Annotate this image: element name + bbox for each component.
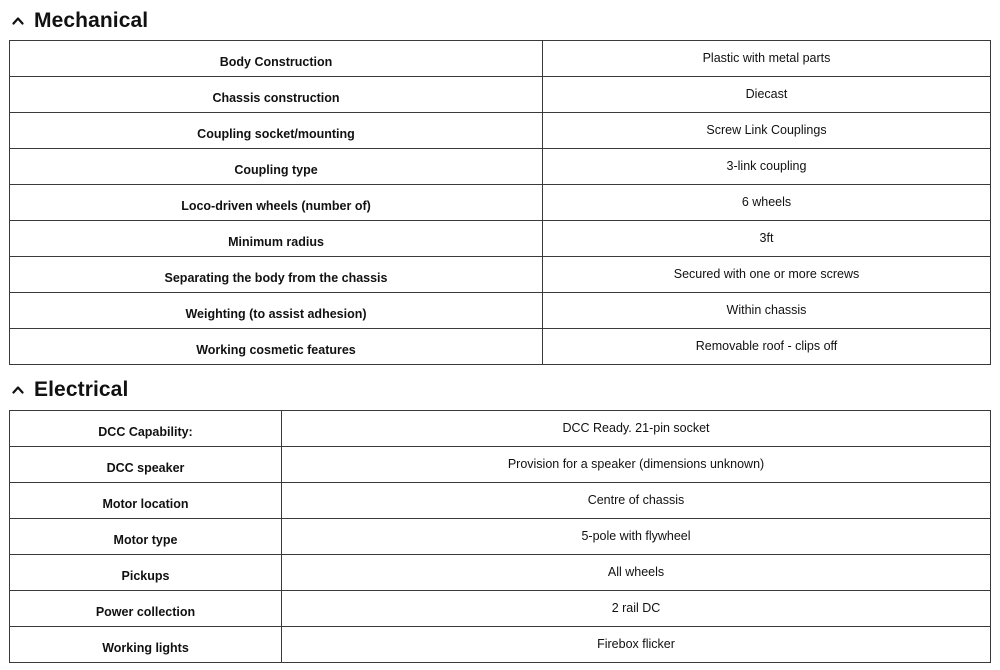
table-row: [10, 627, 991, 663]
spec-label: Motor location: [10, 483, 282, 519]
spec-label: Weighting (to assist adhesion): [10, 293, 543, 329]
spec-label: Loco-driven wheels (number of): [10, 185, 543, 221]
table-row: [10, 293, 991, 329]
table-row: [10, 149, 991, 185]
table-row: [10, 257, 991, 293]
chevron-up-icon: [12, 384, 24, 396]
spec-label: Pickups: [10, 555, 282, 591]
spec-value: Centre of chassis: [282, 483, 991, 519]
electrical-section: [0, 370, 1000, 663]
spec-label: Working cosmetic features: [10, 329, 543, 365]
spec-value: All wheels: [282, 555, 991, 591]
spec-value: 6 wheels: [543, 185, 991, 221]
spec-label: Minimum radius: [10, 221, 543, 257]
spec-value: Within chassis: [543, 293, 991, 329]
spec-value: 5-pole with flywheel: [282, 519, 991, 555]
table-row: [10, 113, 991, 149]
spec-value: Secured with one or more screws: [543, 257, 991, 293]
spec-value: Removable roof - clips off: [543, 329, 991, 365]
table-row: [10, 519, 991, 555]
mechanical-section-toggle[interactable]: [0, 2, 1000, 40]
table-row: [10, 447, 991, 483]
spec-value: 3-link coupling: [543, 149, 991, 185]
table-row: [10, 221, 991, 257]
spec-label: Body Construction: [10, 41, 543, 77]
table-row: [10, 555, 991, 591]
table-row: [10, 411, 991, 447]
table-row: [10, 483, 991, 519]
table-row: [10, 591, 991, 627]
spec-value: Firebox flicker: [282, 627, 991, 663]
spec-value: 2 rail DC: [282, 591, 991, 627]
mechanical-spec-table: [9, 40, 991, 365]
table-row: [10, 329, 991, 365]
chevron-up-icon: [12, 15, 24, 27]
spec-label: Working lights: [10, 627, 282, 663]
mechanical-section: [0, 2, 1000, 365]
spec-label: Motor type: [10, 519, 282, 555]
table-row: [10, 77, 991, 113]
spec-label: Chassis construction: [10, 77, 543, 113]
spec-value: Screw Link Couplings: [543, 113, 991, 149]
electrical-section-title: Electrical: [34, 378, 129, 401]
spec-label: DCC speaker: [10, 447, 282, 483]
spec-label: Coupling type: [10, 149, 543, 185]
table-row: [10, 41, 991, 77]
spec-value: 3ft: [543, 221, 991, 257]
spec-label: Separating the body from the chassis: [10, 257, 543, 293]
spec-value: DCC Ready. 21-pin socket: [282, 411, 991, 447]
spec-label: Coupling socket/mounting: [10, 113, 543, 149]
mechanical-section-title: Mechanical: [34, 9, 149, 32]
table-row: [10, 185, 991, 221]
electrical-section-toggle[interactable]: [0, 370, 1000, 410]
spec-value: Plastic with metal parts: [543, 41, 991, 77]
spec-value: Diecast: [543, 77, 991, 113]
spec-label: DCC Capability:: [10, 411, 282, 447]
spec-label: Power collection: [10, 591, 282, 627]
spec-value: Provision for a speaker (dimensions unknown): [282, 447, 991, 483]
electrical-spec-table: [9, 410, 991, 663]
